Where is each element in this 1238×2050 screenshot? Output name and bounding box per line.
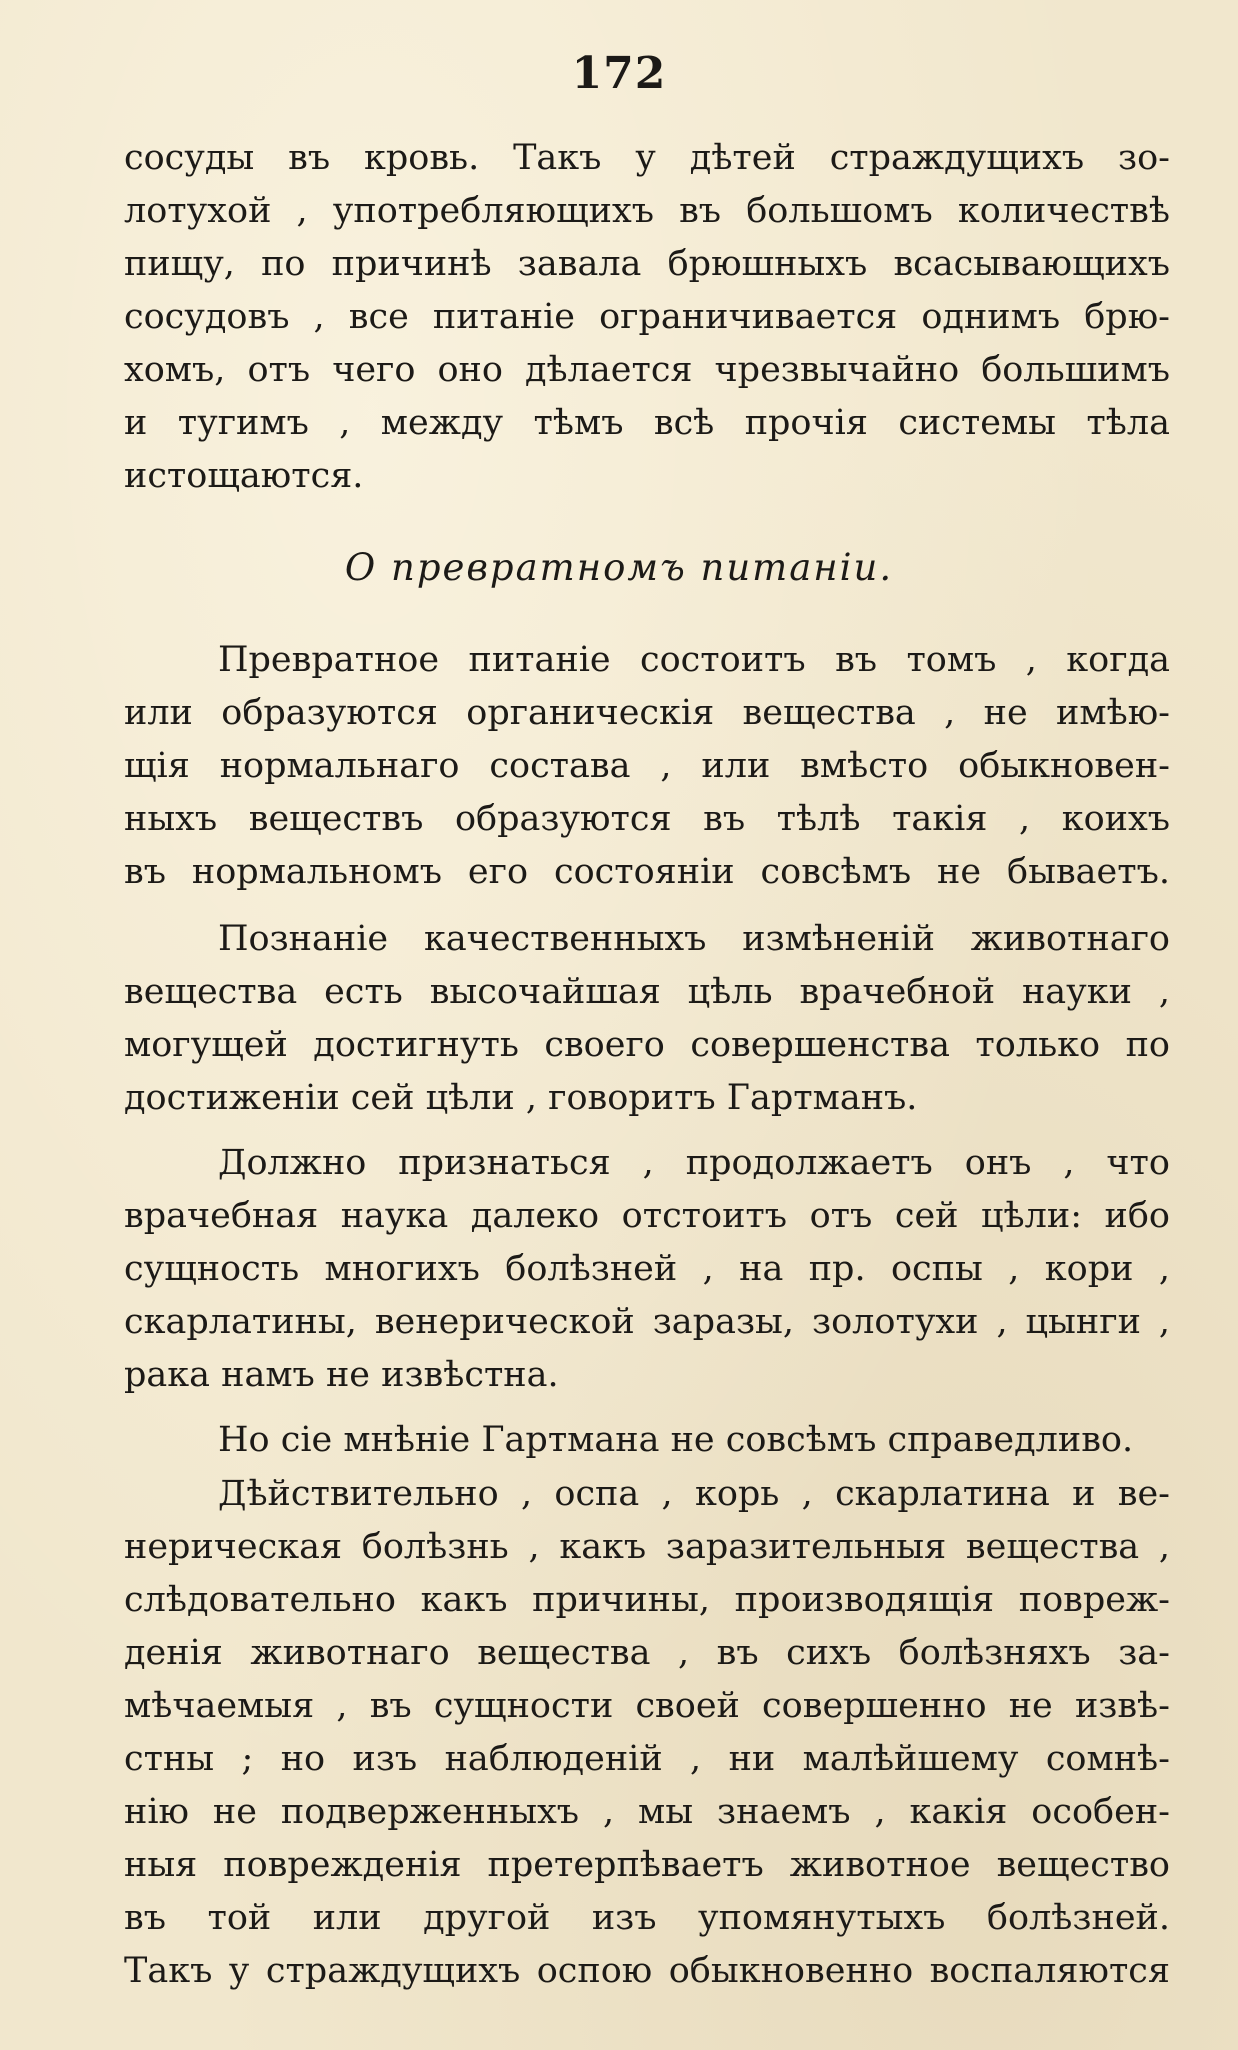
text-line: слѣдовательно какъ причины, производящія повреж-: [124, 1580, 1170, 1620]
text-line: Такъ у страждущихъ оспою обыкновенно воспаляются: [124, 1951, 1170, 1991]
text-line: сосуды въ кровь. Такъ у дѣтей страждущихъ зо-: [124, 138, 1170, 178]
text-line: ныя поврежденія претерпѣваетъ животное вещество: [124, 1845, 1170, 1885]
text-line: рака намъ не извѣстна.: [124, 1355, 559, 1395]
text-line: сосудовъ , все питаніе ограничивается однимъ брю-: [124, 297, 1170, 337]
paragraph-2: [124, 634, 1170, 899]
text-line: щія нормальнаго состава , или вмѣсто обыкновен-: [124, 746, 1170, 786]
text-line: мѣчаемыя , въ сущности своей совершенно не извѣ-: [124, 1686, 1170, 1726]
text-line: и тугимъ , между тѣмъ всѣ прочія системы тѣла: [124, 403, 1170, 443]
text-line: хомъ, отъ чего оно дѣлается чрезвычайно большимъ: [124, 350, 1170, 390]
text-line: достиженіи сей цѣли , говоритъ Гартманъ.: [124, 1078, 918, 1118]
section-heading: О превратномъ питаніи.: [344, 546, 894, 589]
text-line: нію не подверженныхъ , мы знаемъ , какія особен-: [124, 1792, 1170, 1832]
text-line: денія животнаго вещества , въ сихъ болѣзняхъ за-: [124, 1633, 1170, 1673]
text-line: Должно признаться , продолжаетъ онъ , что: [218, 1143, 1170, 1183]
text-line: въ той или другой изъ упомянутыхъ болѣзней.: [124, 1898, 1170, 1938]
text-line: или образуются органическія вещества , не имѣю-: [124, 693, 1170, 733]
text-line: сущность многихъ болѣзней , на пр. оспы , кори ,: [124, 1249, 1170, 1289]
text-line: истощаются.: [124, 456, 364, 496]
text-line: Но сіе мнѣніе Гартмана не совсѣмъ справедливо.: [218, 1420, 1134, 1460]
paragraph-5: [124, 1414, 1170, 1467]
page-number: 172: [571, 48, 667, 99]
text-line: Познаніе качественныхъ измѣненій животнаго: [218, 919, 1170, 959]
paragraph-6: [124, 1468, 1170, 1998]
text-line: врачебная наука далеко отстоитъ отъ сей цѣли: ибо: [124, 1196, 1170, 1236]
paragraph-4: [124, 1137, 1170, 1402]
text-line: пищу, по причинѣ завала брюшныхъ всасывающихъ: [124, 244, 1170, 284]
text-line: вещества есть высочайшая цѣль врачебной науки ,: [124, 972, 1170, 1012]
text-line: Превратное питаніе состоитъ въ томъ , когда: [218, 640, 1170, 680]
text-line: лотухой , употребляющихъ въ большомъ количествѣ: [124, 191, 1170, 231]
text-line: скарлатины, венерической заразы, золотухи , цынги ,: [124, 1302, 1170, 1342]
paragraph-3: [124, 913, 1170, 1125]
text-line: ныхъ веществъ образуются въ тѣлѣ такія , коихъ: [124, 799, 1170, 839]
text-line: въ нормальномъ его состояніи совсѣмъ не бываетъ.: [124, 852, 1170, 892]
paragraph-1: [124, 132, 1170, 503]
text-line: нерическая болѣзнь , какъ заразительныя вещества ,: [124, 1527, 1170, 1567]
text-line: Дѣйствительно , оспа , корь , скарлатина и ве-: [218, 1474, 1170, 1514]
text-line: стны ; но изъ наблюденій , ни малѣйшему сомнѣ-: [124, 1739, 1170, 1779]
text-line: могущей достигнуть своего совершенства только по: [124, 1025, 1170, 1065]
